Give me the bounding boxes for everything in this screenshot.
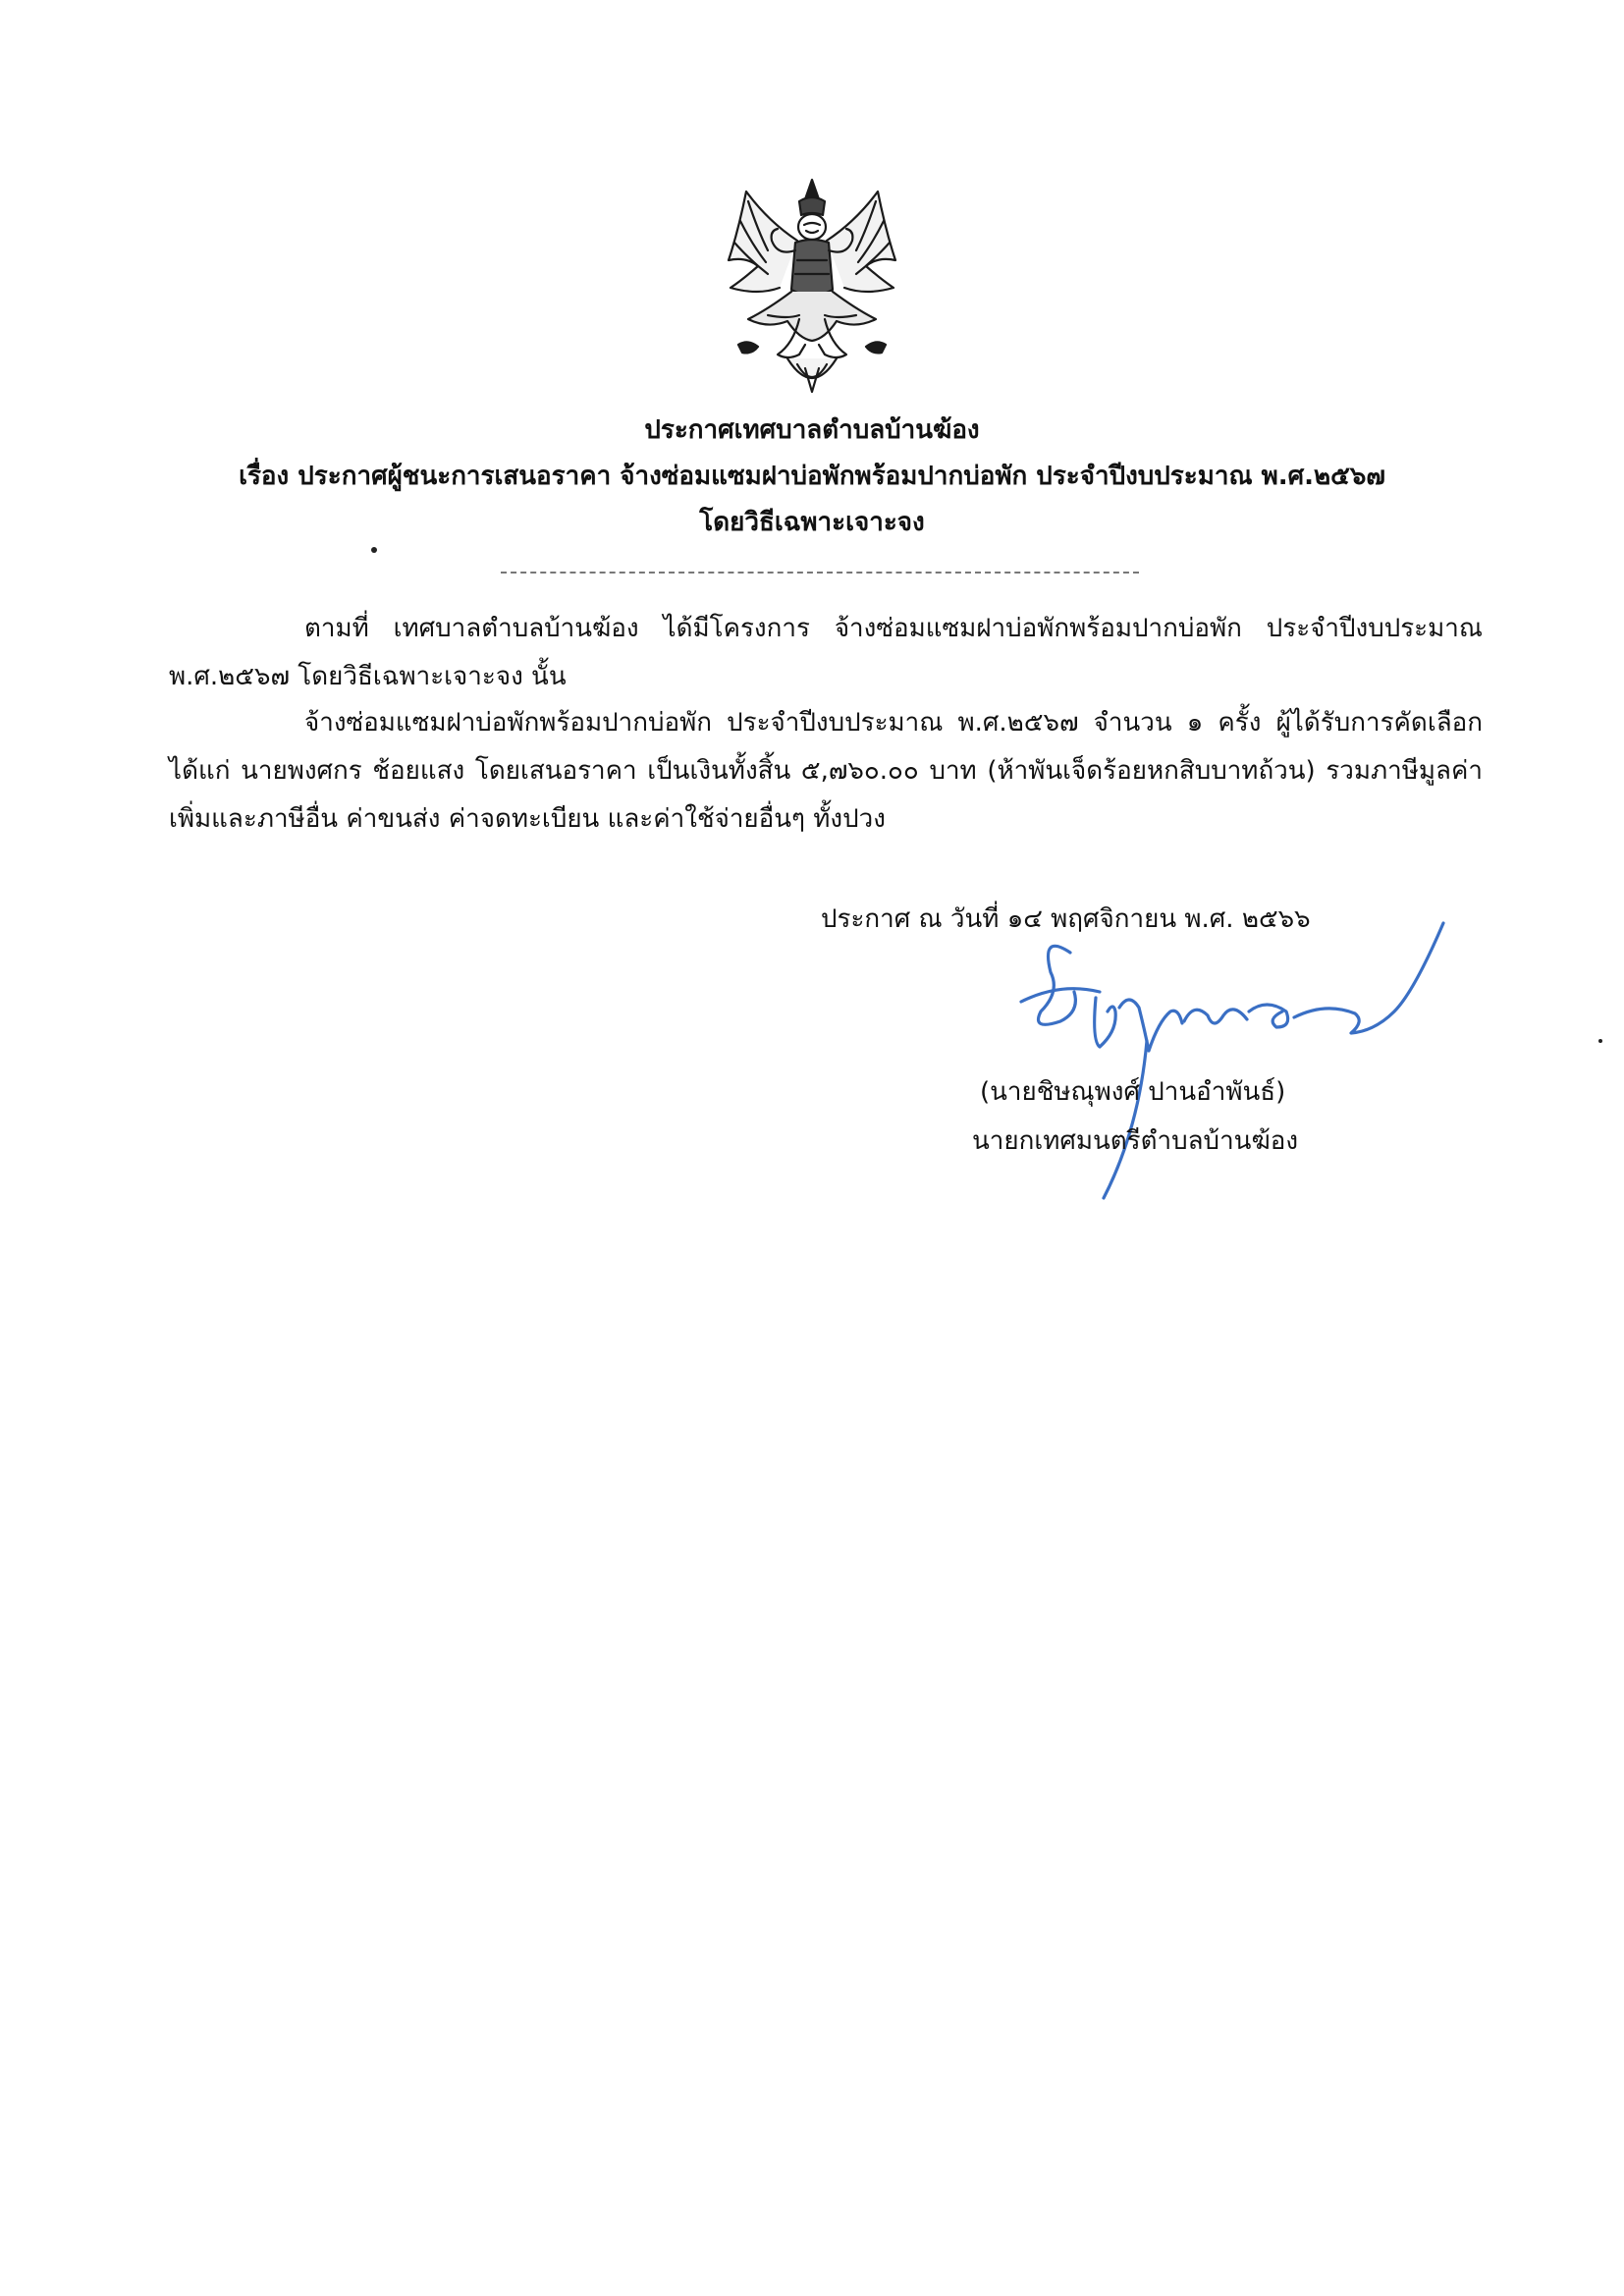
announcement-subject: เรื่อง ประกาศผู้ชนะการเสนอราคา จ้างซ่อมแซมฝาบ่อพักพร้อมปากบ่อพัก ประจำปีงบประมาณ พ.ศ.๒๕๖๗ xyxy=(239,462,1385,491)
scan-speck xyxy=(371,547,377,553)
title-divider xyxy=(501,572,1139,574)
body-paragraph-1: ตามที่ เทศบาลตำบลบ้านฆ้อง ได้มีโครงการ จ้างซ่อมแซมฝาบ่อพักพร้อมปากบ่อพัก ประจำปีงบประมาณ พ.ศ.๒๕๖๗ โดยวิธีเฉพาะเจาะจง นั้น xyxy=(169,614,1483,691)
body-paragraph-2: จ้างซ่อมแซมฝาบ่อพักพร้อมปากบ่อพัก ประจำปีงบประมาณ พ.ศ.๒๕๖๗ จำนวน ๑ ครั้ง ผู้ได้รับการคัดเลือก ได้แก่ นายพงศกร ช้อยแสง โดยเสนอราคา เป็นเงินทั้งสิ้น ๕,๗๖๐.๐๐ บาท (ห้าพันเจ็ดร้อยหกสิบบาทถ้วน) รวมภาษีมูลค่าเพิ่มและภาษีอื่น ค่าขนส่ง ค่าจดทะเบียน และค่าใช้จ่ายอื่นๆ ทั้งปวง xyxy=(169,708,1483,834)
announcement-title: ประกาศเทศบาลตำบลบ้านฆ้อง xyxy=(644,415,980,445)
announcement-date: ประกาศ ณ วันที่ ๑๔ พฤศจิกายน พ.ศ. ๒๕๖๖ xyxy=(821,904,1311,934)
announcement-method: โดยวิธีเฉพาะเจาะจง xyxy=(699,508,925,537)
signature-icon xyxy=(1001,913,1463,1208)
signer-title: นายกเทศมนตรีตำบลบ้านฆ้อง xyxy=(972,1126,1299,1156)
scan-speck xyxy=(1598,1039,1602,1043)
signer-name: (นายชิษณุพงศ์ ปานอำพันธ์) xyxy=(980,1077,1286,1107)
garuda-emblem-icon xyxy=(709,172,915,403)
